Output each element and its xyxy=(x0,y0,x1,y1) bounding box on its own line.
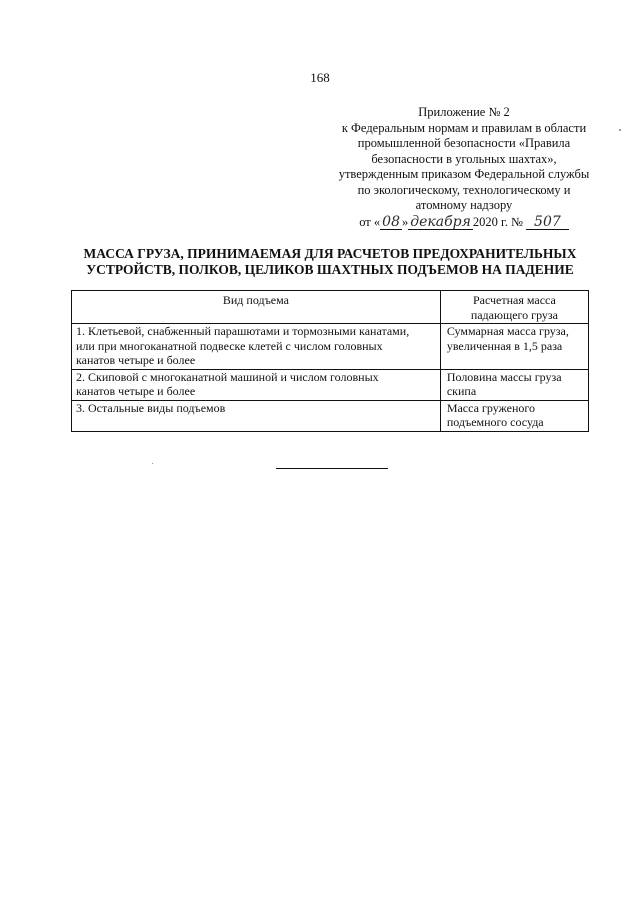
order-number-handwritten: 507 xyxy=(526,215,569,230)
scan-speck xyxy=(152,463,153,464)
design-mass-cell xyxy=(440,400,588,431)
hoist-type-cell xyxy=(72,369,441,400)
order-year: 2020 г. № xyxy=(472,214,523,229)
appendix-line: безопасности в угольных шахтах», xyxy=(371,151,557,166)
load-mass-table xyxy=(71,290,589,432)
end-of-document-rule xyxy=(276,468,388,469)
appendix-line: по экологическому, технологическому и xyxy=(357,182,571,197)
scan-speck xyxy=(619,129,621,131)
header-design-mass xyxy=(440,291,588,324)
table-row xyxy=(72,400,589,431)
table-header-row xyxy=(72,291,589,324)
order-date-line xyxy=(318,215,610,231)
cell-text: Масса груженого xyxy=(446,400,536,415)
header-hoist-type xyxy=(72,291,441,324)
order-quote-close: » xyxy=(401,214,409,229)
order-day-handwritten: 08 xyxy=(382,213,400,230)
header-design-mass-line2: падающего груза xyxy=(470,307,558,322)
appendix-line: атомному надзору xyxy=(415,198,513,212)
header-hoist-type-text: Вид подъема xyxy=(222,293,289,307)
cell-text: 1. Клетьевой, снабженный парашютами и тормозными канатами, xyxy=(76,324,410,338)
cell-text: канатов четыре и более xyxy=(76,384,196,398)
cell-text: 3. Остальные виды подъемов xyxy=(76,400,226,415)
cell-text: или при многоканатной подвеске клетей с числом головных xyxy=(76,338,383,353)
order-month-handwritten: декабря xyxy=(410,213,471,230)
cell-text: Суммарная масса груза, xyxy=(446,324,569,338)
cell-text: 2. Скиповой с многоканатной машиной и числом головных xyxy=(76,369,379,384)
appendix-line: утвержденным приказом Федеральной службы xyxy=(338,167,590,181)
hoist-type-cell xyxy=(72,400,441,431)
document-title xyxy=(40,246,620,278)
title-line-2: УСТРОЙСТВ, ПОЛКОВ, ЦЕЛИКОВ ШАХТНЫХ ПОДЪЕМОВ НА ПАДЕНИЕ xyxy=(86,262,574,277)
hoist-type-cell xyxy=(72,324,441,370)
appendix-line: к Федеральным нормам и правилам в области xyxy=(341,120,587,135)
appendix-header xyxy=(318,105,610,230)
cell-text: Половина массы груза xyxy=(446,369,562,384)
cell-text: скипа xyxy=(446,384,477,398)
appendix-title: Приложение № 2 xyxy=(418,105,510,119)
page-number: 168 xyxy=(310,70,330,85)
table-row xyxy=(72,324,589,370)
title-line-1: МАССА ГРУЗА, ПРИНИМАЕМАЯ ДЛЯ РАСЧЕТОВ ПРЕДОХРАНИТЕЛЬНЫХ xyxy=(83,246,577,261)
header-design-mass-line1: Расчетная масса xyxy=(472,293,556,307)
cell-text: увеличенная в 1,5 раза xyxy=(446,338,563,353)
design-mass-cell xyxy=(440,369,588,400)
cell-text: подъемного сосуда xyxy=(446,415,544,429)
table-row xyxy=(72,369,589,400)
order-prefix: от « xyxy=(359,214,381,229)
appendix-line: промышленной безопасности «Правила xyxy=(357,136,571,150)
design-mass-cell xyxy=(440,324,588,370)
cell-text: канатов четыре и более xyxy=(76,353,196,367)
